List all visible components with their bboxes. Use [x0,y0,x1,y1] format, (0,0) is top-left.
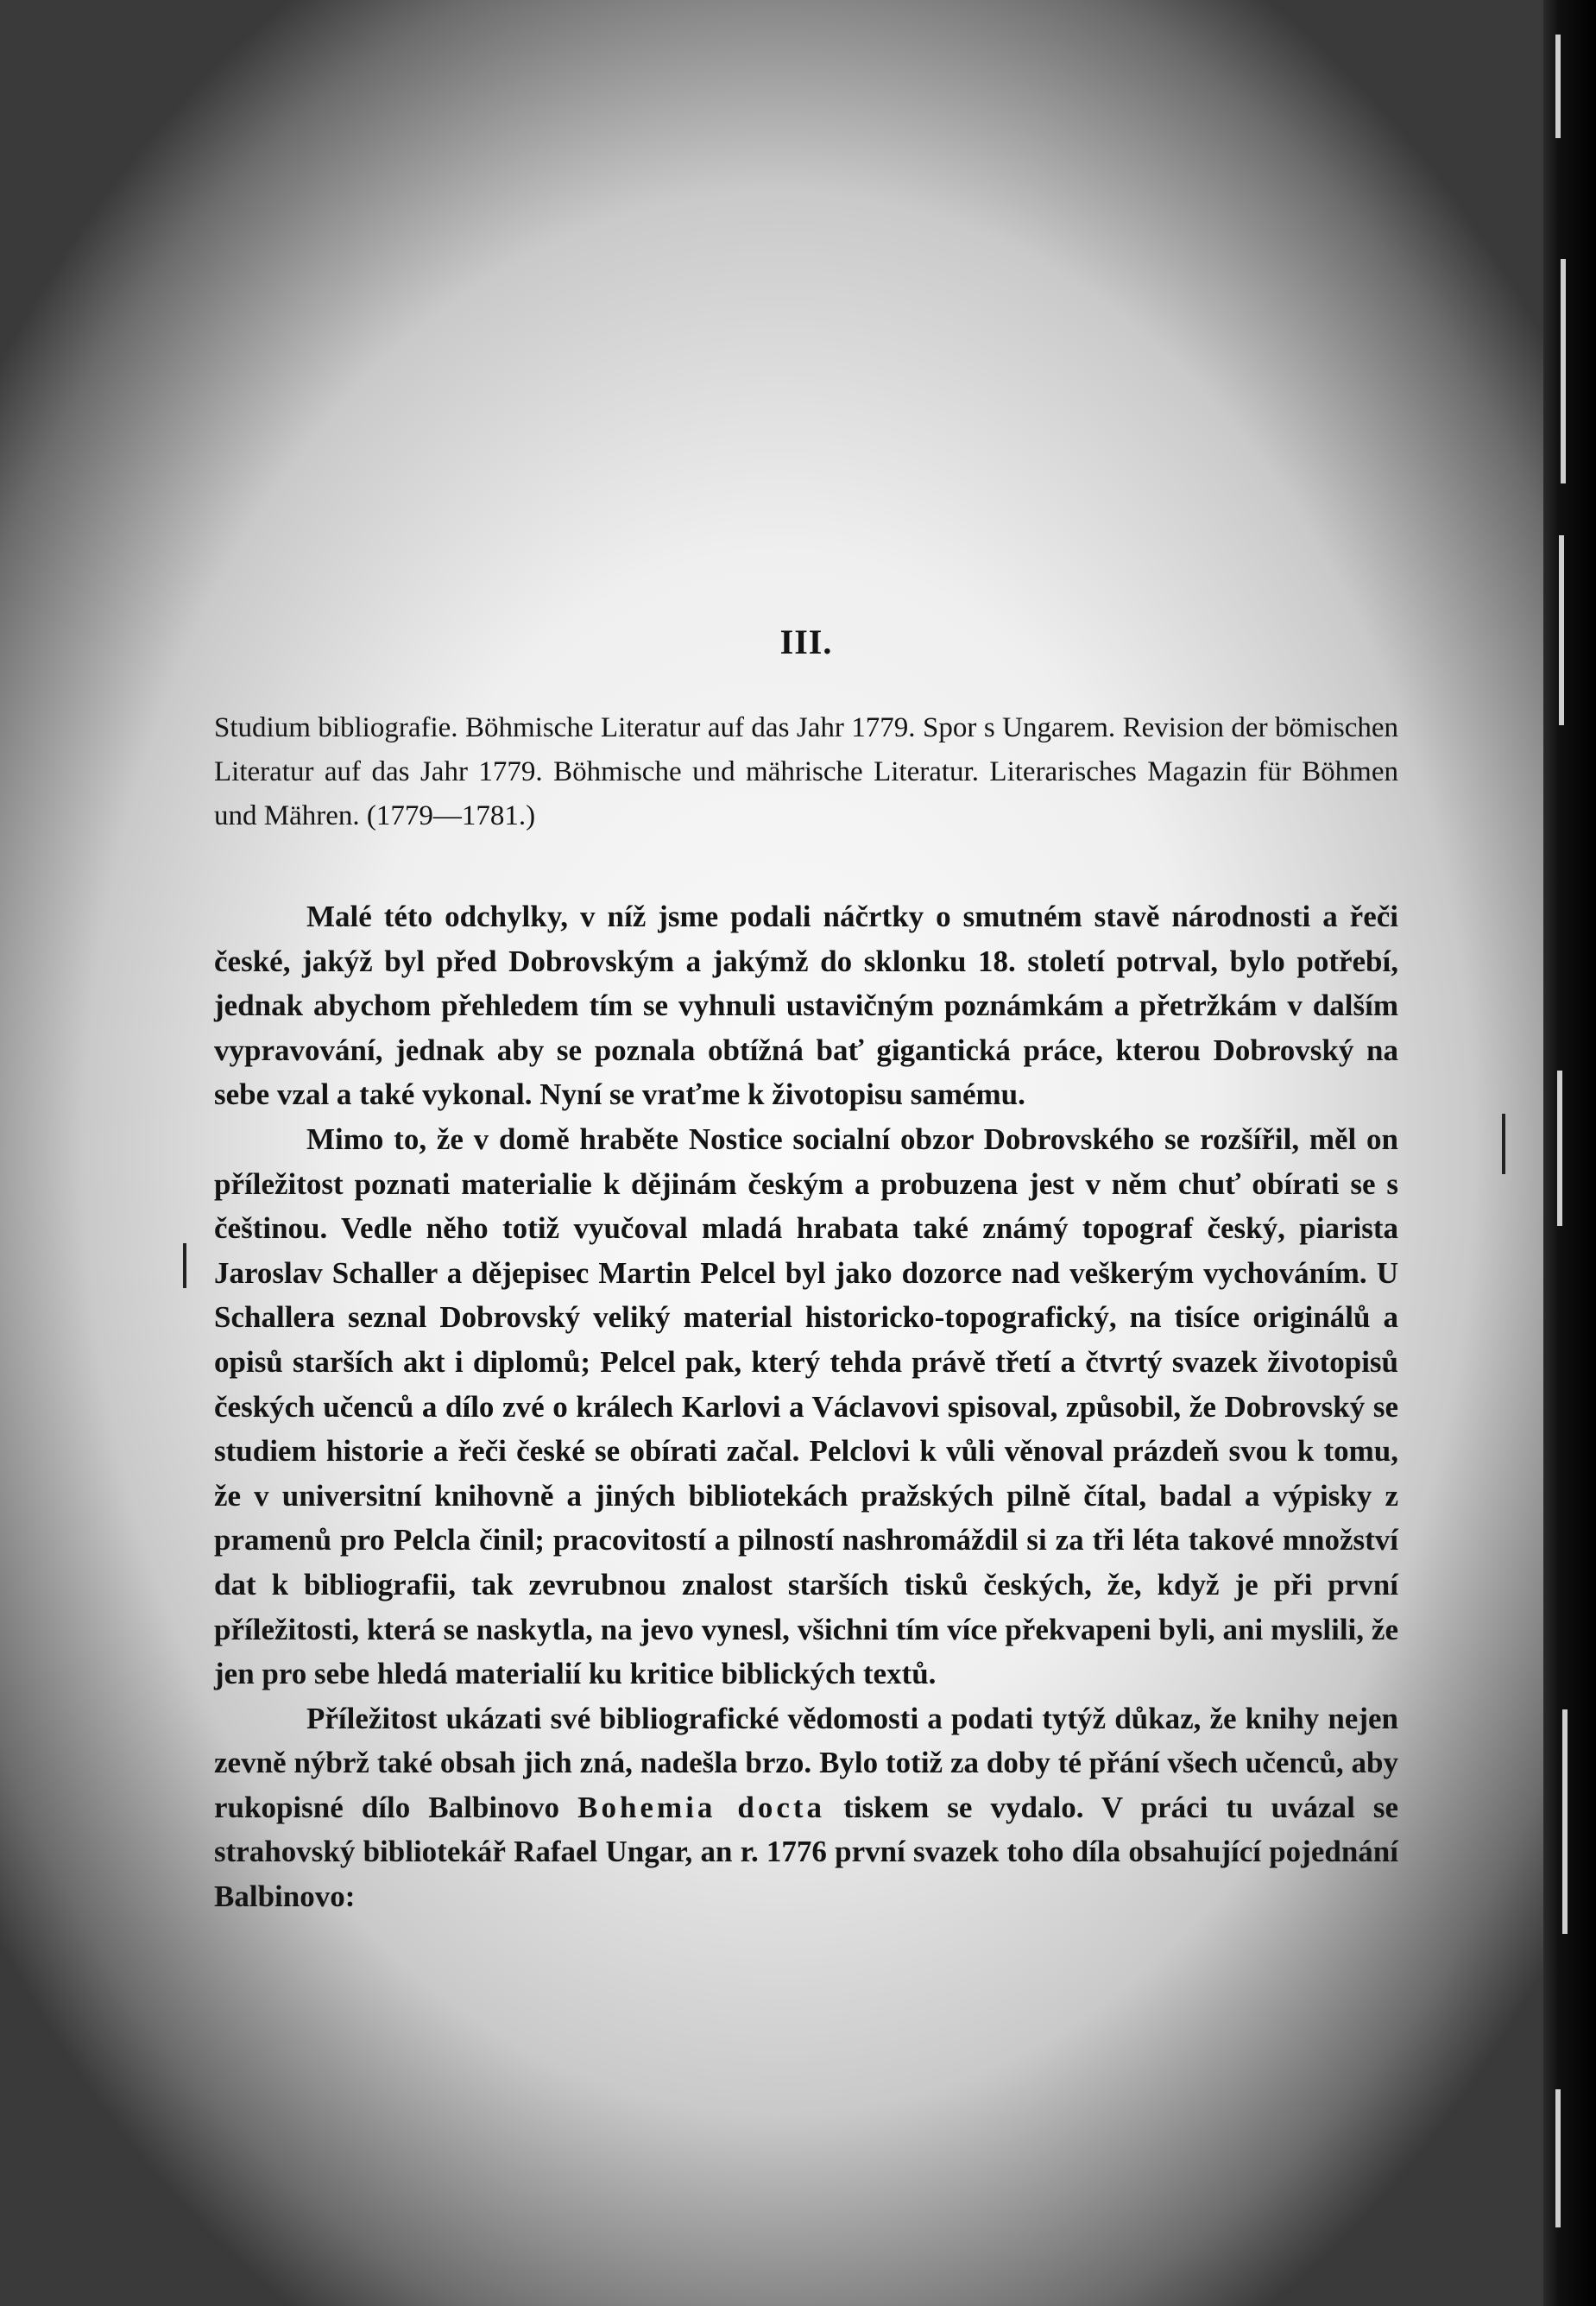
edge-mark [1557,1071,1562,1226]
edge-mark [1561,259,1566,483]
edge-mark [1559,535,1564,725]
paragraph-text: Příležitost ukázati své bibliografické vědomosti a podati tytýž důkaz, že knihy nejen zevně nýbrž také obsah jich zná, nadešla brzo. Bylo totiž za doby té přání všech učenců, aby rukopisné dílo Balbinovo [214,1701,1398,1824]
edge-mark [1555,35,1561,138]
book-binding-edge [1543,0,1596,2306]
paragraph-text: tiskem se vydalo. V práci tu uvázal se strahovský bibliotekář Rafael Ungar, an r. 1776 první svazek toho díla obsahující pojednání Balbinovo: [214,1790,1398,1914]
chapter-body [214,894,1398,1919]
margin-mark [183,1243,186,1288]
edge-mark [1555,2089,1561,2227]
paragraph: Mimo to, že v domě hraběte Nostice socialní obzor Dobrovského se rozšířil, měl on příležitost poznati materialie k dějinám českým a probuzena jest v něm chuť obírati se s češtinou. Vedle něho totiž vyučoval mladá hrabata také známý topograf český, piarista Jaroslav Schaller a dějepisec Martin Pelcel byl jako dozorce nad veškerým vychováním. U Schallera seznal Dobrovský veliký material historicko-topografický, na tisíce originálů a opisů starších akt i diplomů; Pelcel pak, který tehda právě třetí a čtvrtý svazek životopisů českých učenců a dílo zvé o králech Karlovi a Václavovi spisoval, způsobil, že Dobrovský se studiem historie a řeči české se obírati začal. Pelclovi k vůli věnoval prázdeň svou k tomu, že v universitní knihovně a jiných bibliotekách pražských pilně čítal, badal a výpisky z pramenů pro Pelcla činil; pracovitostí a pilností nashromáždil si za tři léta takové množství dat k bibliografii, tak zevrubnou znalost starších tisků českých, že, když je při první příležitosti, která se naskytla, na jevo vynesl, všichni tím více překvapeni byli, ani myslili, že jen pro sebe hledá materialií ku kritice biblických textů. [214,1121,1398,1691]
chapter-number: III. [779,622,833,661]
chapter-contents-summary: Studium bibliografie. Böhmische Literatur auf das Jahr 1779. Spor s Ungarem. Revision der bömischen Literatur auf das Jahr 1779. Böhmische und mährische Literatur. Literarisches Magazin für Böhmen und Mähren. (1779—1781.) [214,712,1398,831]
paragraph: Malé této odchylky, v níž jsme podali náčrtky o smutném stavě národnosti a řeči české, jakýž byl před Dobrovským a jakýmž do sklonku 18. století potrval, bylo potřebí, jednak abychom přehledem tím se vyhnuli ustavičným poznámkám a přetržkám v dalším vypravování, jednak aby se poznala obtížná bať gigantická práce, kterou Dobrovský na sebe vzal a také vykonal. Nyní se vraťme k životopisu samému. [214,900,1398,1112]
edge-mark [1562,1709,1568,1934]
margin-mark [1502,1114,1505,1174]
work-title: Bohemia docta [577,1790,826,1824]
paragraph [214,1696,1398,1919]
